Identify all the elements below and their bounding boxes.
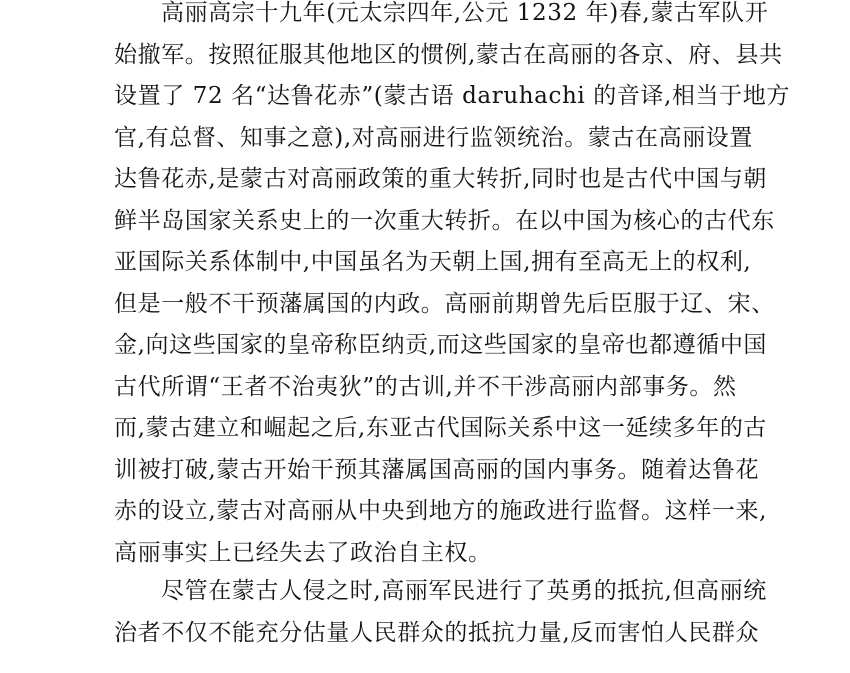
text-line: 鲜半岛国家关系史上的一次重大转折。在以中国为核心的古代东 xyxy=(114,207,775,234)
text-line: 始撤军。按照征服其他地区的惯例,蒙古在高丽的各京、府、县共 xyxy=(114,41,783,68)
text-line: 尽管在蒙古人侵之时,高丽军民进行了英勇的抵抗,但高丽统 xyxy=(161,578,767,604)
text-line: 治者不仅不能充分估量人民群众的抵抗力量,反而害怕人民群众 xyxy=(114,619,760,646)
text-line: 赤的设立,蒙古对高丽从中央到地方的施政进行监督。这样一来, xyxy=(114,498,768,524)
text-line: 官,有总督、知事之意),对高丽进行监领统治。蒙古在高丽设置 xyxy=(114,124,753,151)
text-line: 训被打破,蒙古开始干预其藩属国高丽的国内事务。随着达鲁花 xyxy=(114,456,760,483)
paragraph-1 xyxy=(114,0,818,574)
text-line: 亚国际关系体制中,中国虽名为天朝上国,拥有至高无上的权利, xyxy=(114,249,752,275)
text-line: 高丽高宗十九年(元太宗四年,公元 1232 年)春,蒙古军队开 xyxy=(161,0,769,26)
text-line: 金,向这些国家的皇帝称臣纳贡,而这些国家的皇帝也都遵循中国 xyxy=(114,332,768,358)
text-line: 古代所谓“王者不治夷狄”的古训,并不干涉高丽内部事务。然 xyxy=(114,373,737,400)
text-line: 而,蒙古建立和崛起之后,东亚古代国际关系中这一延续多年的古 xyxy=(114,415,768,441)
text-line: 达鲁花赤,是蒙古对高丽政策的重大转折,同时也是古代中国与朝 xyxy=(114,166,768,192)
text-line: 高丽事实上已经失去了政治自主权。 xyxy=(114,539,492,566)
text-line: 但是一般不干预藩属国的内政。高丽前期曾先后臣服于辽、宋、 xyxy=(114,290,775,317)
paragraph-2 xyxy=(114,571,818,654)
text-line: 设置了 72 名“达鲁花赤”(蒙古语 daruhachi 的音译,相当于地方 xyxy=(114,83,790,109)
